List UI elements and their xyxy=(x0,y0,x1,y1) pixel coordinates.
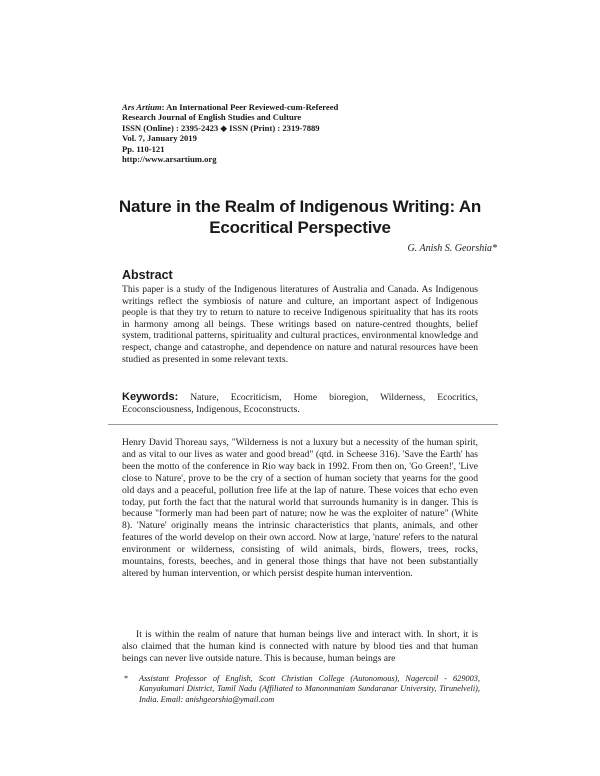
journal-volume: Vol. 7, January 2019 xyxy=(122,133,197,144)
article-title-line-2: Ecocritical Perspective xyxy=(209,218,391,237)
journal-pages: Pp. 110-121 xyxy=(122,143,165,154)
journal-issn: ISSN (Online) : 2395-2423 ◆ ISSN (Print) : 2319-7889 xyxy=(122,122,320,133)
article-title-line-1: Nature in the Realm of Indigenous Writing: An xyxy=(118,197,482,216)
author-name: G. Anish S. Georshia* xyxy=(407,243,497,254)
abstract-heading: Abstract xyxy=(122,268,173,282)
journal-header xyxy=(122,102,502,164)
journal-description: Research Journal of English Studies and Culture xyxy=(122,112,302,123)
body-paragraph-1: Henry David Thoreau says, "Wilderness is not a luxury but a necessity of the human spirit, and as vital to our lives as water and good bread" (qtd. in Scheese 316). 'Save the Earth' has been the motto of the conference in Rio way back in 1992. From then on, 'Go Green!', 'Live close to Nature', prove to be the cry of a section of human society that yearns for the good old days and a peaceful, pollution free life at the lap of nature. These voices that echo even today, put forth the fact that the natural world that surrounds humanity is in danger. This is because "formerly man had been part of nature; now he was the exploiter of nature" (White 8). 'Nature' originally means the intrinsic characteristics that plants, animals, and other features of the world develop on their own accord. Now at large, 'nature' refers to the natural environment or wilderness, consisting of wild animals, birds, flowers, trees, rocks, mountains, forests, beeches, and in general those things that have not been substantially altered by human intervention, or which persist despite human intervention. xyxy=(122,437,478,579)
footnote-marker: * xyxy=(124,674,129,683)
body-paragraph-2: It is within the realm of nature that human beings live and interact with. In short, it is also claimed that the human kind is connected with nature by blood ties and that human beings can never live outside nature. This is because, human beings are xyxy=(122,629,478,664)
section-divider xyxy=(108,424,498,425)
journal-name: Ars Artium xyxy=(122,102,162,112)
keywords xyxy=(122,392,478,415)
author-footnote xyxy=(124,674,480,705)
footnote-text: Assistant Professor of English, Scott Christian College (Autonomous), Nagercoil - 629003, Kanyakumari District, Tamil Nadu (Affiliated to Manonmaniam Sundaranar University, Tirunelveli), India. Email: anishgeorshia@ymail.com xyxy=(139,674,480,704)
journal-url[interactable]: http://www.arsartium.org xyxy=(122,154,217,165)
journal-subtitle: : An International Peer Reviewed-cum-Refereed xyxy=(161,102,339,112)
article-title xyxy=(100,196,500,238)
journal-title-line xyxy=(122,102,502,112)
abstract-text: This paper is a study of the Indigenous literatures of Australia and Canada. As Indigenous writings reflect the symbiosis of nature and culture, an important aspect of Indigenous people is that they try to return to nature to receive Indigenous spirituality that has its roots in harmony among all beings. These writings based on nature-centred thoughts, belief system, traditional patterns, spirituality and cultural practices, environmental knowledge and respect, change and catastrophe, and dependence on nature and natural resources have been studied as presented in some relevant texts. xyxy=(122,284,478,365)
keywords-list: Nature, Ecocriticism, Home bioregion, Wilderness, Ecocritics, Ecoconsciousness, Indigenous, Ecoconstructs. xyxy=(122,392,478,415)
keywords-label: Keywords: xyxy=(122,391,179,403)
